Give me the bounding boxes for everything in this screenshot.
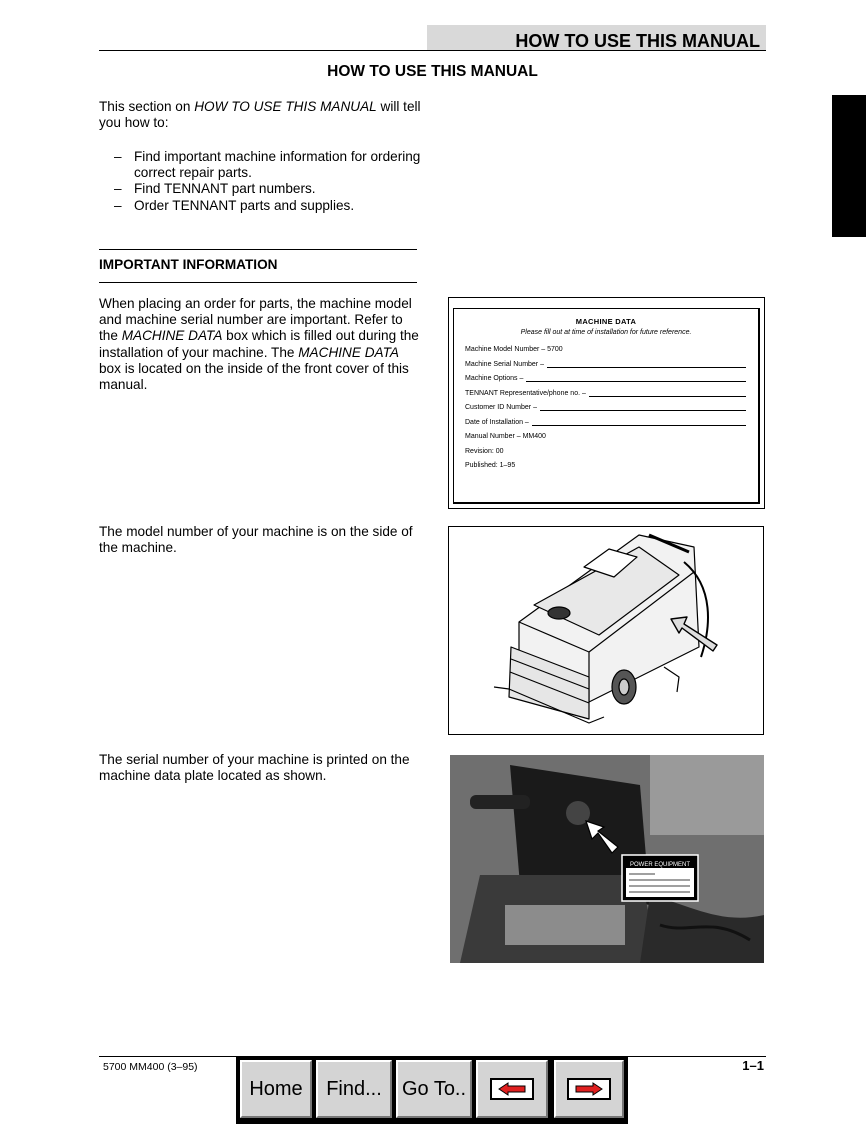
footer-page-number: 1–1: [742, 1058, 764, 1073]
para-text: box which is filled out during the installation of your machine. The: [99, 328, 419, 360]
row-label: TENNANT Representative/phone no. –: [465, 390, 586, 397]
row-label: Date of Installation –: [465, 419, 529, 426]
section-thumb-tab: [832, 95, 866, 237]
machine-data-title: MACHINE DATA: [575, 317, 637, 326]
page-title: HOW TO USE THIS MANUAL: [327, 63, 538, 80]
goto-button[interactable]: Go To..: [396, 1060, 472, 1118]
bullet-dash: –: [114, 149, 122, 164]
machine-interior-photo: [450, 755, 764, 963]
intro-text-pre: This section on: [99, 99, 195, 114]
para-italic: MACHINE DATA: [121, 328, 223, 344]
row-label: Machine Model Number – 5700: [465, 346, 563, 353]
important-paragraph: [99, 296, 419, 393]
intro-text-post: will tell you how to:: [99, 99, 421, 131]
intro-text-italic: HOW TO USE THIS MANUAL: [194, 99, 377, 114]
section-rule-top: [99, 249, 417, 250]
previous-page-button[interactable]: [476, 1060, 548, 1118]
find-button[interactable]: Find...: [316, 1060, 392, 1118]
bullet-text: Find TENNANT part numbers.: [134, 181, 316, 197]
machine-data-row: [465, 460, 746, 472]
bullet-dash: –: [114, 197, 122, 213]
row-label: Manual Number – MM400: [465, 433, 546, 440]
left-arrow-icon: [498, 1082, 526, 1096]
header-rule: [99, 50, 766, 51]
para-italic: MACHINE DATA: [298, 344, 399, 360]
fill-line: [526, 381, 746, 382]
machine-data-box: [448, 297, 765, 509]
machine-data-row: [465, 344, 746, 356]
intro-paragraph: [99, 99, 429, 131]
machine-data-row: [465, 402, 746, 414]
row-label: Published: 1–95: [465, 462, 516, 469]
fill-line: [547, 367, 746, 368]
list-item: [99, 198, 429, 214]
row-label: Revision: 00: [465, 448, 504, 455]
machine-data-row: [465, 417, 746, 429]
data-plate-label: POWER EQUIPMENT: [629, 862, 691, 868]
para-text: box is located on the inside of the front cover of this manual.: [99, 360, 409, 393]
row-label: Customer ID Number –: [465, 404, 537, 411]
fill-line: [532, 425, 746, 426]
machine-illustration: [448, 526, 764, 735]
bullet-text: Order TENNANT parts and supplies.: [134, 197, 355, 213]
footer-manual-id: 5700 MM400 (3–95): [103, 1061, 198, 1073]
machine-data-inner: [453, 308, 760, 504]
right-arrow-icon: [575, 1082, 603, 1096]
machine-data-row: [465, 373, 746, 385]
previous-arrow-frame: [490, 1078, 534, 1100]
machine-data-row: [465, 446, 746, 458]
section-rule-bottom: [99, 282, 417, 283]
serial-paragraph: The serial number of your machine is printed on the machine data plate located as shown.: [99, 752, 410, 784]
list-item: [99, 181, 429, 197]
fill-line: [540, 410, 746, 411]
para-text: When placing an order for parts, the machine model and machine serial number are important. Refer to the: [99, 296, 412, 344]
section-heading: IMPORTANT INFORMATION: [99, 257, 278, 272]
list-item: [99, 149, 429, 181]
next-arrow-frame: [567, 1078, 611, 1100]
bullet-list: [99, 149, 429, 214]
data-plate-photo: [450, 755, 764, 963]
navigation-bar: [236, 1056, 628, 1124]
header-title: HOW TO USE THIS MANUAL: [515, 31, 760, 51]
fill-line: [589, 396, 746, 397]
row-label: Machine Options –: [465, 375, 524, 382]
row-label: Machine Serial Number –: [465, 361, 544, 368]
bullet-dash: –: [114, 181, 122, 197]
machine-data-row: [465, 388, 746, 400]
machine-data-row: [465, 359, 746, 371]
machine-data-subtitle: Please fill out at time of installation for future reference.: [520, 329, 692, 336]
next-page-button[interactable]: [554, 1060, 624, 1118]
scrubber-machine-icon: [449, 527, 763, 734]
bullet-text: Find important machine information for ordering correct repair parts.: [134, 149, 421, 181]
model-paragraph: The model number of your machine is on the side of the machine.: [99, 524, 413, 556]
machine-data-row: [465, 431, 746, 443]
home-button[interactable]: Home: [240, 1060, 312, 1118]
